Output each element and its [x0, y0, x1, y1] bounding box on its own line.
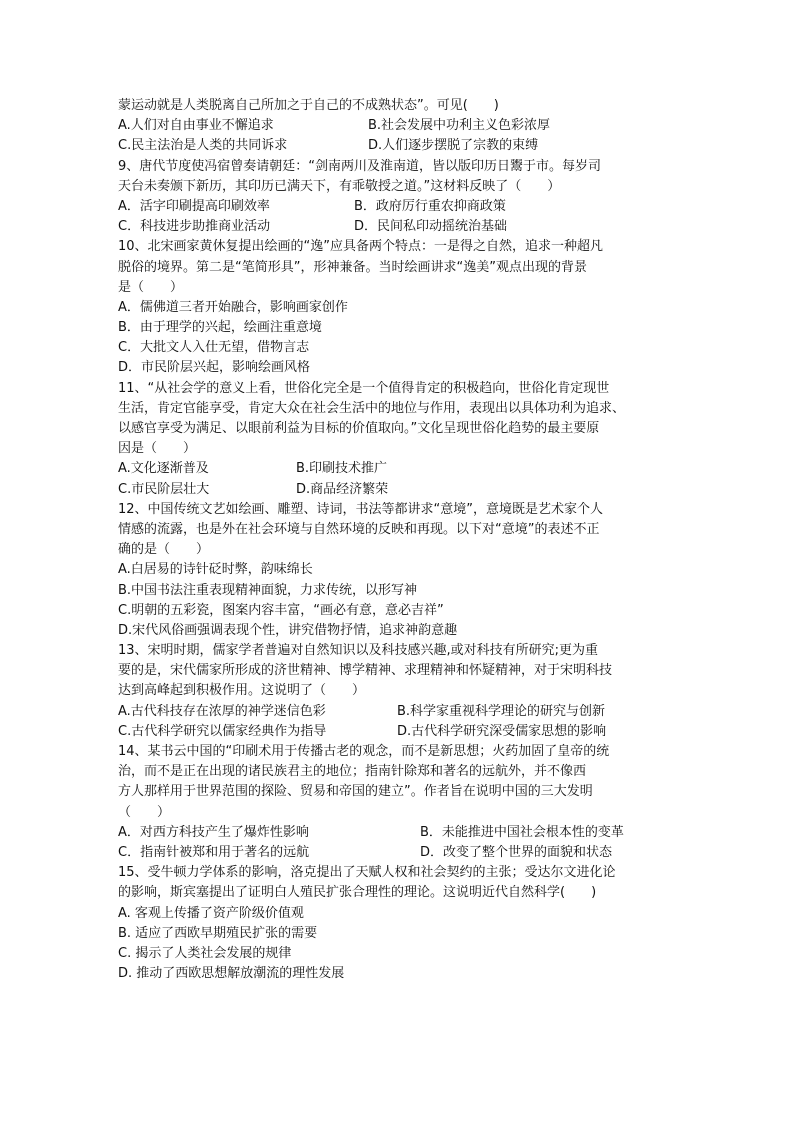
text-line: D. 推动了西欧思想解放潮流的理性发展: [118, 966, 345, 982]
option-text: C.民主法治是人类的共同诉求: [118, 138, 288, 154]
text-line: 方人那样用于世界范围的探险、贸易和帝国的建立”。作者旨在说明中国的三大发明: [118, 784, 593, 800]
option-text: A.文化逐渐普及: [118, 461, 209, 477]
option-text: D．改变了整个世界的面貌和状态: [420, 844, 613, 860]
option-text: C．科技进步助推商业活动: [118, 219, 271, 235]
text-line: C. 揭示了人类社会发展的规律: [118, 945, 292, 961]
option-row: [118, 823, 678, 843]
text-line: 生活，肯定官能享受，肯定大众在社会生活中的地位与作用，表现出以具体功利为追求、: [118, 400, 626, 416]
option-row: [118, 702, 678, 722]
text-line: 的影响，斯宾塞提出了证明白人殖民扩张合理性的理论。这说明近代自然科学( ): [118, 885, 597, 901]
option-text: A.古代科技存在浓厚的神学迷信色彩: [118, 703, 326, 719]
text-line: 15、受牛顿力学体系的影响，洛克提出了天赋人权和社会契约的主张；受达尔文进化论: [118, 865, 616, 881]
text-line: C．大批文人入仕无望，借物言志: [118, 340, 310, 356]
text-line: 因是（ ）: [118, 441, 197, 457]
option-row: [118, 459, 678, 479]
option-text: B.科学家重视科学理论的研究与创新: [397, 703, 606, 719]
text-line: 以感官享受为满足、以眼前利益为目标的价值取向。”文化呈现世俗化趋势的最主要原: [118, 421, 600, 436]
option-text: C.市民阶层壮大: [118, 481, 210, 497]
text-line: 14、某书云中国的“印刷术用于传播古老的观念，而不是新思想；火药加固了皇帝的统: [118, 744, 610, 759]
text-line: 情感的流露，也是外在社会环境与自然环境的反映和再现。以下对“意境”的表述不正: [118, 521, 600, 537]
text-line: A.白居易的诗针砭时弊，韵味绵长: [118, 562, 313, 578]
text-line: 是（ ）: [118, 279, 184, 295]
text-line: B．由于理学的兴起，绘画注重意境: [118, 320, 322, 336]
option-row: [118, 480, 678, 500]
text-line: B. 适应了西欧早期殖民扩张的需要: [118, 925, 318, 941]
option-text: B.社会发展中功利主义色彩浓厚: [368, 118, 551, 134]
option-row: [118, 136, 678, 156]
option-text: B．政府厉行重农抑商政策: [354, 198, 506, 214]
option-text: A．对西方科技产生了爆炸性影响: [118, 824, 309, 840]
option-text: A．活字印刷提高印刷效率: [118, 198, 270, 214]
text-line: 9、唐代节度使冯宿曾奏请朝廷：“剑南两川及淮南道，皆以版印历日鬻于市。每岁司: [118, 158, 602, 174]
text-line: 达到高峰起到积极作用。这说明了（ ）: [118, 683, 366, 699]
text-line: （ ）: [118, 804, 171, 820]
text-line: C.明朝的五彩瓷，图案内容丰富，“画必有意，意必吉祥”: [118, 602, 444, 618]
option-text: C．指南针被郑和用于著名的远航: [118, 844, 310, 860]
option-text: D.古代科学研究深受儒家思想的影响: [397, 723, 607, 739]
text-line: 11、“从社会学的意义上看，世俗化完全是一个值得肯定的积极趋向，世俗化肯定现世: [118, 380, 610, 396]
option-row: [118, 197, 678, 217]
text-line: B.中国书法注重表现精神面貌，力求传统，以形写神: [118, 582, 418, 598]
option-row: [118, 722, 678, 742]
option-row: [118, 217, 678, 237]
text-line: A．儒佛道三者开始融合，影响画家创作: [118, 299, 348, 315]
text-line: 天台未奏颁下新历，其印历已满天下，有乖敬授之道。”这材料反映了（ ）: [118, 178, 561, 194]
text-line: 13、宋明时期，儒家学者普遍对自然知识以及科技感兴趣,或对科技有所研究;更为重: [118, 643, 599, 659]
option-text: B.印刷技术推广: [296, 461, 388, 477]
text-line: A. 客观上传播了资产阶级价值观: [118, 905, 304, 921]
text-line: 治，而不是正在出现的诸民族君主的地位；指南针除郑和著名的远航外，并不像西: [118, 764, 587, 780]
text-line: 10、北宋画家黄休复提出绘画的“逸”应具备两个特点：一是得之自然，追求一种超凡: [118, 239, 604, 255]
exam-page: [118, 96, 678, 984]
option-text: A.人们对自由事业不懈追求: [118, 118, 274, 134]
option-text: C.古代科学研究以儒家经典作为指导: [118, 723, 327, 739]
option-text: B．未能推进中国社会根本性的变革: [420, 824, 624, 840]
option-text: D.人们逐步摆脱了宗教的束缚: [368, 138, 539, 154]
option-text: D.商品经济繁荣: [296, 481, 389, 497]
text-line: D.宋代风俗画强调表现个性，讲究借物抒情，追求神韵意趣: [118, 622, 458, 638]
option-row: [118, 843, 678, 863]
text-line: 要的是，宋代儒家所形成的济世精神、博学精神、求理精神和怀疑精神，对于宋明科技: [118, 663, 613, 679]
text-line: 蒙运动就是人类脱离自己所加之于自己的不成熟状态”。可见( ): [118, 98, 499, 113]
text-line: 脱俗的境界。第二是“笔简形具”，形神兼备。当时绘画讲求“逸美”观点出现的背景: [118, 259, 587, 275]
text-line: 12、中国传统文艺如绘画、雕塑、诗词，书法等都讲求“意境”，意境既是艺术家个人: [118, 501, 604, 517]
text-line: D．市民阶层兴起，影响绘画风格: [118, 360, 311, 376]
option-text: D．民间私印动摇统治基础: [354, 219, 508, 235]
text-line: 确的是（ ）: [118, 542, 210, 558]
option-row: [118, 116, 678, 136]
